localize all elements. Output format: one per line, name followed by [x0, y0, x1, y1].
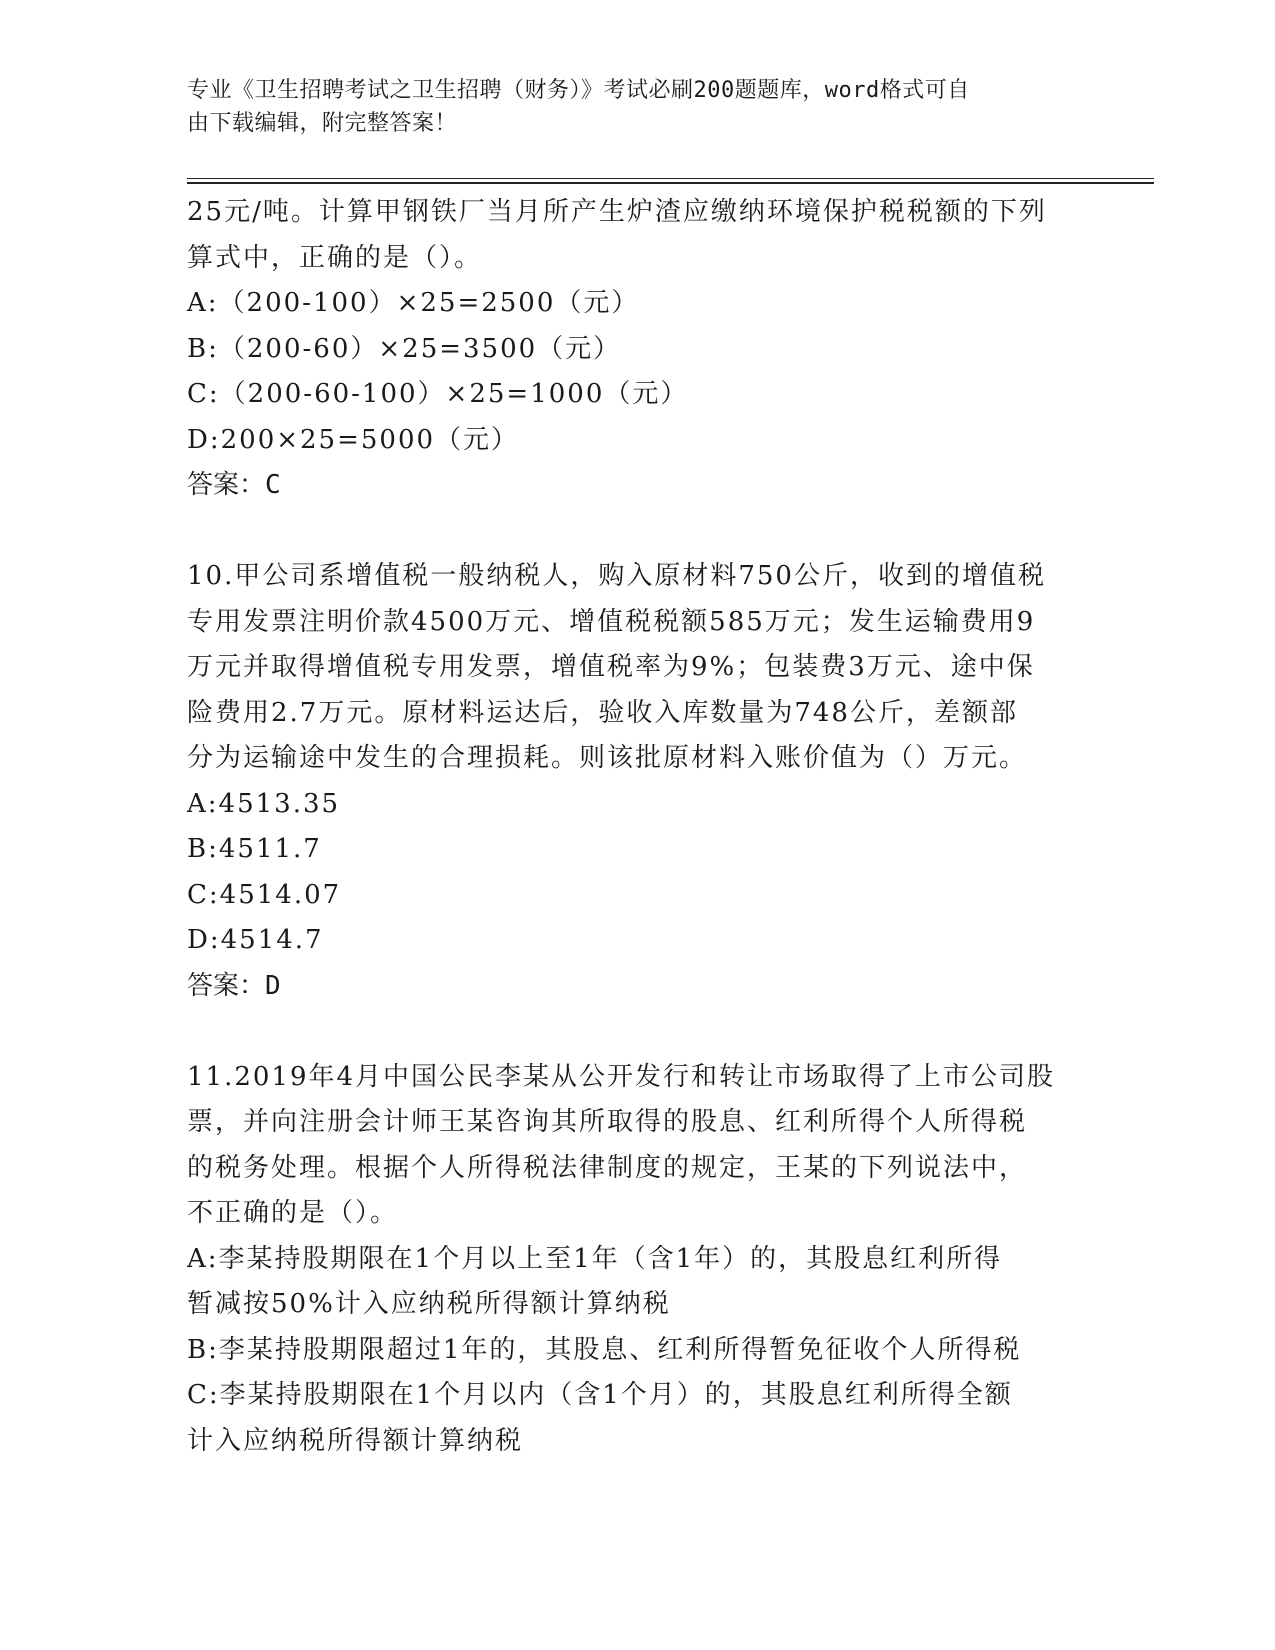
question-10	[187, 554, 1087, 1009]
question-text-line: 分为运输途中发生的合理损耗。则该批原材料入账价值为（）万元。	[187, 743, 1028, 773]
question-text-line: 险费用2.7万元。原材料运达后，验收入库数量为748公斤，差额部	[187, 697, 1018, 728]
question-text-line: 算式中，正确的是（）。	[187, 242, 483, 273]
option-a: A:李某持股期限在1个月以上至1年（含1年）的，其股息红利所得	[187, 1243, 1003, 1274]
header-divider-thick	[187, 182, 1154, 184]
document-header	[187, 74, 1067, 140]
header-line-1: 专业《卫生招聘考试之卫生招聘（财务）》考试必刷200题题库，word格式可自	[187, 78, 970, 103]
question-text-line: 的税务处理。根据个人所得税法律制度的规定，王某的下列说法中，	[187, 1152, 1028, 1183]
question-text-line: 11.2019年4月中国公民李某从公开发行和转让市场取得了上市公司股	[187, 1061, 1056, 1092]
question-text-line: 万元并取得增值税专用发票，增值税率为9%；包装费3万元、途中保	[187, 652, 1035, 682]
option-c: C:（200-60-100）×25=1000（元）	[187, 379, 689, 409]
question-9	[187, 190, 1087, 509]
question-spacer	[187, 1009, 1087, 1055]
document-body	[187, 190, 1087, 1464]
header-divider-thin	[187, 178, 1154, 179]
option-c: C:李某持股期限在1个月以内（含1个月）的，其股息红利所得全额	[187, 1380, 1013, 1410]
option-a: A:4513.35	[187, 788, 341, 819]
option-c-continued: 计入应纳税所得额计算纳税	[187, 1425, 524, 1456]
option-b: B:（200-60）×25=3500（元）	[187, 333, 622, 364]
option-c: C:4514.07	[187, 879, 342, 910]
option-b: B:4511.7	[187, 834, 322, 864]
option-a: A:（200-100）×25=2500（元）	[187, 288, 640, 318]
question-text-line: 票，并向注册会计师王某咨询其所取得的股息、红利所得个人所得税	[187, 1107, 1028, 1137]
option-d: D:200×25=5000（元）	[187, 424, 520, 455]
answer-label: 答案：D	[187, 970, 281, 1001]
header-line-2: 由下载编辑，附完整答案！	[187, 111, 458, 136]
question-11	[187, 1055, 1087, 1465]
answer-label: 答案：C	[187, 470, 281, 500]
option-d: D:4514.7	[187, 925, 324, 955]
question-text-line: 专用发票注明价款4500万元、增值税税额585万元；发生运输费用9	[187, 606, 1036, 637]
question-spacer	[187, 509, 1087, 555]
option-b: B:李某持股期限超过1年的，其股息、红利所得暂免征收个人所得税	[187, 1334, 1022, 1365]
question-text-line: 25元/吨。计算甲钢铁厂当月所产生炉渣应缴纳环境保护税税额的下列	[187, 197, 1047, 227]
option-a-continued: 暂减按50%计入应纳税所得额计算纳税	[187, 1289, 671, 1319]
question-text-line: 10.甲公司系增值税一般纳税人，购入原材料750公斤，收到的增值税	[187, 561, 1046, 591]
question-text-line: 不正确的是（）。	[187, 1198, 399, 1228]
